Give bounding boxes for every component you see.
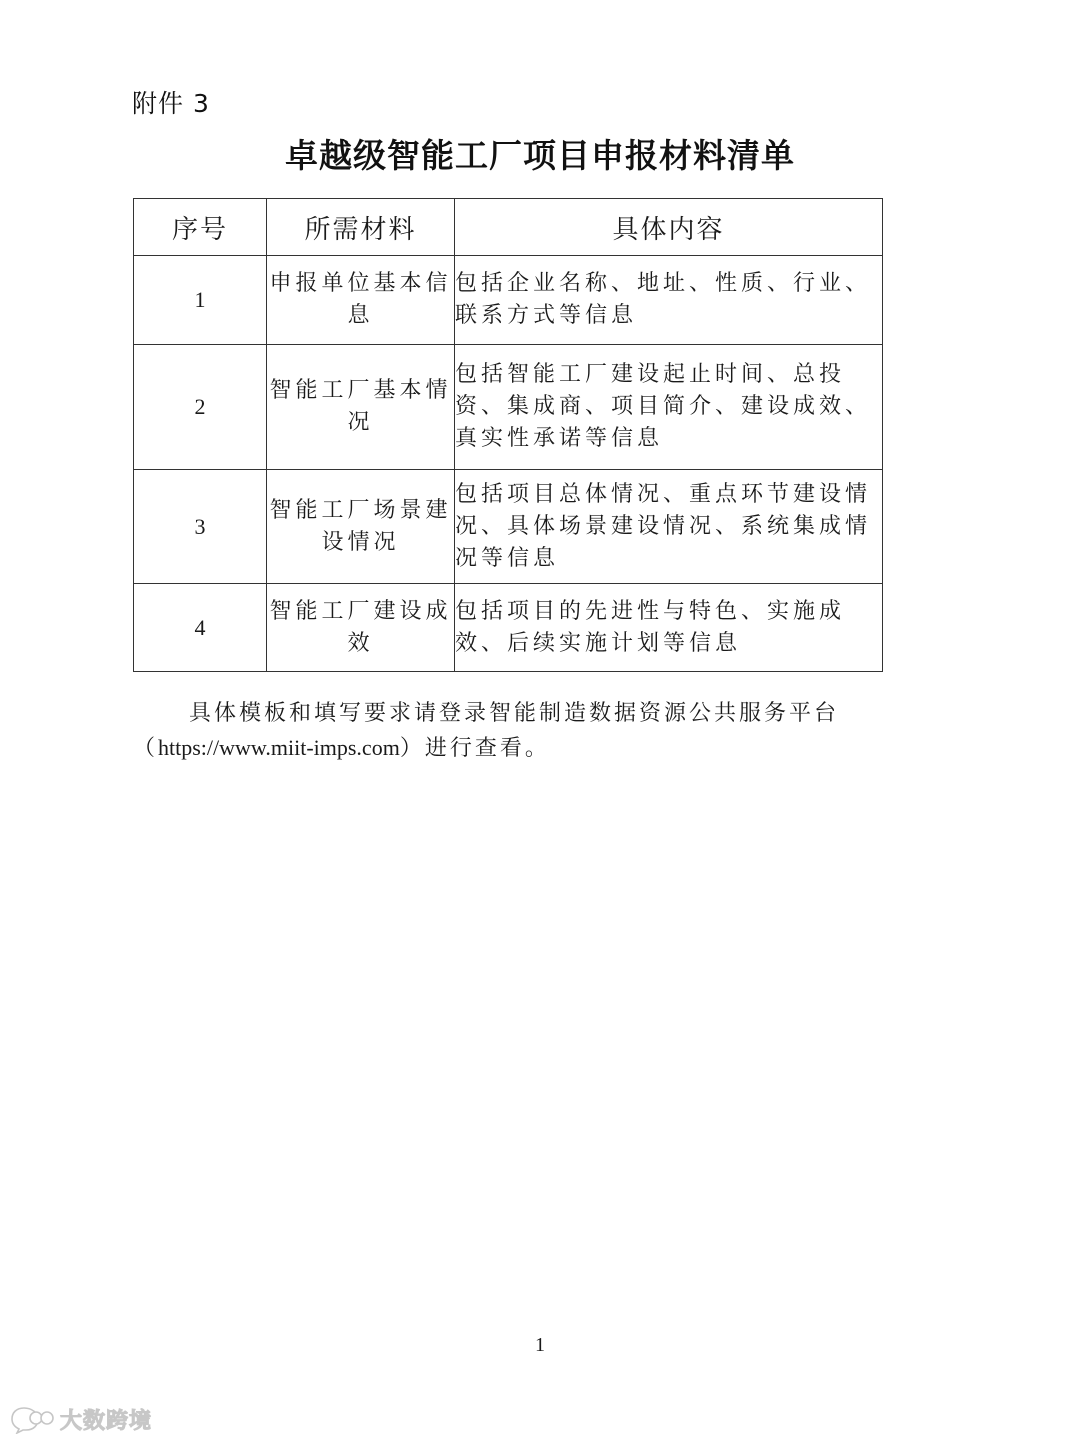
table-row	[134, 345, 883, 470]
watermark-text: 大数跨境	[60, 1409, 153, 1434]
row-content: 包括项目的先进性与特色、实施成效、后续实施计划等信息	[455, 584, 883, 672]
row-material: 智能工厂建设成效	[267, 584, 455, 672]
row-no: 3	[134, 470, 267, 584]
row-material: 智能工厂基本情况	[267, 345, 455, 470]
materials-table	[133, 198, 883, 672]
table-row	[134, 256, 883, 345]
table-header-row	[134, 199, 883, 256]
header-no: 序号	[134, 199, 267, 256]
row-content: 包括企业名称、地址、性质、行业、联系方式等信息	[455, 256, 883, 345]
page-title: 卓越级智能工厂项目申报材料清单	[285, 136, 795, 175]
footnote-url-open: （	[133, 736, 159, 761]
row-material: 申报单位基本信息	[267, 256, 455, 345]
table-row	[134, 470, 883, 584]
chat-bubble-logo-icon	[10, 1406, 56, 1434]
footnote-text: 具体模板和填写要求请登录智能制造数据资源公共服务平台	[189, 701, 840, 726]
platform-url: https://www.miit-imps.com	[158, 735, 400, 760]
row-material: 智能工厂场景建设情况	[267, 470, 455, 584]
header-content: 具体内容	[455, 199, 883, 256]
watermark	[10, 1404, 152, 1435]
footnote-paragraph	[133, 697, 893, 766]
footnote-text-after: 进行查看。	[424, 736, 550, 761]
attachment-label: 附件 3	[132, 89, 210, 118]
row-no: 1	[134, 256, 267, 345]
footnote-url-close: ）	[399, 736, 425, 761]
row-content: 包括智能工厂建设起止时间、总投资、集成商、项目简介、建设成效、真实性承诺等信息	[455, 345, 883, 470]
page-number: 1	[535, 1334, 545, 1356]
header-material: 所需材料	[267, 199, 455, 256]
table-row	[134, 584, 883, 672]
row-no: 2	[134, 345, 267, 470]
row-content: 包括项目总体情况、重点环节建设情况、具体场景建设情况、系统集成情况等信息	[455, 470, 883, 584]
row-no: 4	[134, 584, 267, 672]
